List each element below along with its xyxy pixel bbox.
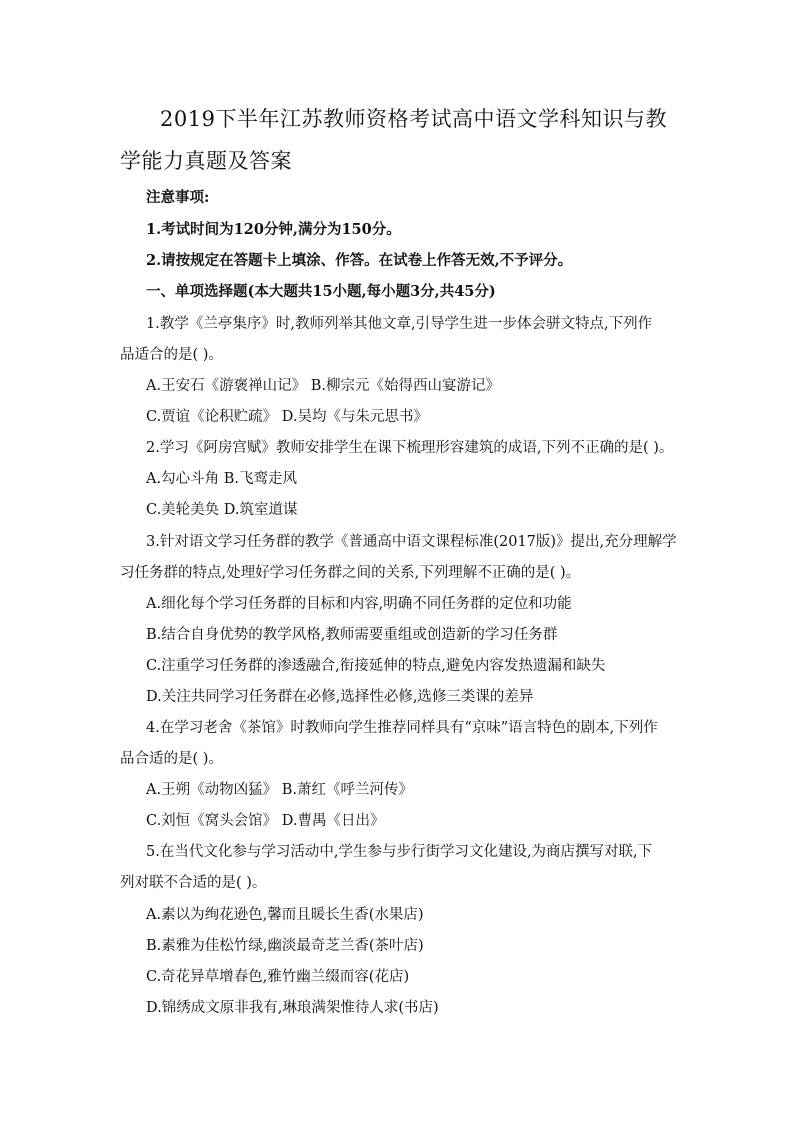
question-5-option-d: D.锦绣成文原非我有,琳琅满架惟待人求(书店) bbox=[146, 1000, 439, 1016]
note-item-2: 2.请按规定在答题卡上填涂、作答。在试卷上作答无效,不予评分。 bbox=[146, 252, 573, 269]
question-4-stem: 4.在学习老舍《茶馆》时教师向学生推荐同样具有“京味”语言特色的剧本,下列作 bbox=[146, 720, 658, 736]
question-2-stem: 2.学习《阿房宫赋》教师安排学生在课下梳理形容建筑的成语,下列不正确的是( )。 bbox=[146, 440, 674, 456]
question-4-options-ab: A.王朔《动物凶猛》 B.萧红《呼兰河传》 bbox=[146, 782, 413, 798]
note-item-1: 1.考试时间为120分钟,满分为150分。 bbox=[146, 221, 401, 238]
question-1-options-ab: A.王安石《游褒禅山记》 B.柳宗元《始得西山宴游记》 bbox=[146, 378, 500, 394]
notes-heading: 注意事项: bbox=[146, 189, 210, 206]
question-2-options-ab: A.勾心斗角 B.飞鸾走风 bbox=[146, 471, 297, 487]
question-1-stem-cont: 品适合的是( )。 bbox=[120, 347, 223, 363]
document-title: 2019下半年江苏教师资格考试高中语文学科知识与教学能力真题及答案 bbox=[120, 107, 667, 173]
question-2-options-cd: C.美轮美奂 D.筑室道谋 bbox=[146, 502, 298, 518]
question-4-stem-cont: 品合适的是( )。 bbox=[120, 751, 223, 767]
question-3-stem-cont: 习任务群的特点,处理好学习任务群之间的关系,下列理解不正确的是( )。 bbox=[120, 565, 581, 581]
question-3-option-c: C.注重学习任务群的渗透融合,衔接延伸的特点,避免内容发热遗漏和缺失 bbox=[146, 658, 606, 674]
question-1-options-cd: C.贾谊《论积贮疏》 D.吴均《与朱元思书》 bbox=[146, 409, 429, 425]
question-3-stem: 3.针对语文学习任务群的教学《普通高中语文课程标准(2017版)》提出,充分理解学 bbox=[146, 534, 677, 550]
question-3-option-a: A.细化每个学习任务群的目标和内容,明确不同任务群的定位和功能 bbox=[146, 596, 572, 612]
question-5-option-b: B.素雅为佳松竹绿,幽淡最奇芝兰香(茶叶店) bbox=[146, 938, 424, 954]
question-5-option-c: C.奇花异草增春色,雅竹幽兰缀而容(花店) bbox=[146, 969, 410, 985]
question-5-stem-cont: 列对联不合适的是( )。 bbox=[120, 875, 267, 891]
question-3-option-b: B.结合自身优势的教学风格,教师需要重组或创造新的学习任务群 bbox=[146, 627, 558, 643]
question-3-option-d: D.关注共同学习任务群在必修,选择性必修,选修三类课的差异 bbox=[146, 689, 534, 705]
question-1-stem: 1.教学《兰亭集序》时,教师列举其他文章,引导学生进一步体会骈文特点,下列作 bbox=[146, 316, 653, 332]
question-5-stem: 5.在当代文化参与学习活动中,学生参与步行街学习文化建设,为商店撰写对联,下 bbox=[146, 844, 653, 860]
question-5-option-a: A.素以为绚花逊色,馨而且暖长生香(水果店) bbox=[146, 907, 424, 923]
question-4-options-cd: C.刘恒《窝头会馆》 D.曹禺《日出》 bbox=[146, 813, 385, 829]
section-heading: 一、单项选择题(本大题共15小题,每小题3分,共45分) bbox=[146, 283, 496, 300]
